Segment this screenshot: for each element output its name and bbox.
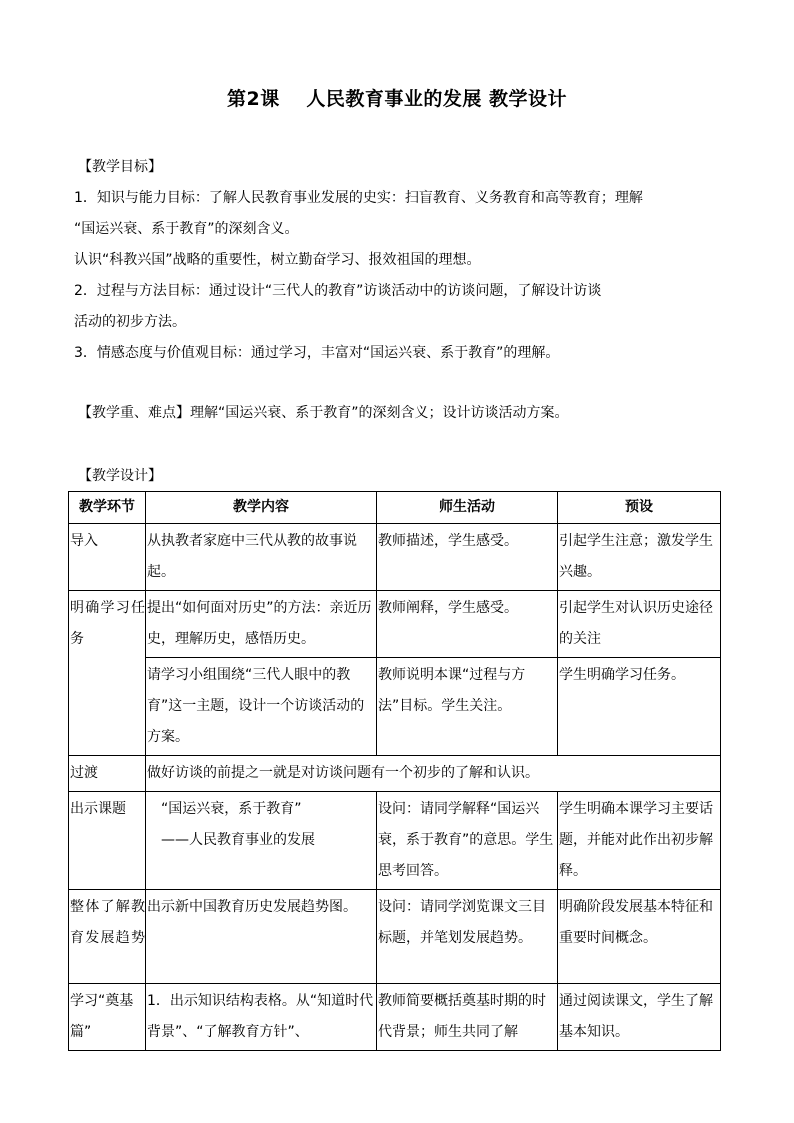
teaching-design-table bbox=[68, 491, 721, 1051]
goal-line: 2．过程与方法目标：通过设计“三代人的教育”访谈活动中的访谈问题，了解设计访谈 bbox=[74, 283, 602, 299]
column-header: 教学内容 bbox=[146, 492, 377, 524]
column-header: 师生活动 bbox=[377, 492, 558, 524]
content-cell: 1．出示知识结构表格。从“知道时代背景”、“了解教育方针”、 bbox=[146, 984, 377, 1051]
content-cell: 提出“如何面对历史”的方法：亲近历史，理解历史，感悟历史。 bbox=[146, 591, 377, 658]
table-row bbox=[69, 658, 721, 756]
activity-cell: 教师描述，学生感受。 bbox=[377, 524, 558, 591]
activity-cell: 教师阐释，学生感受。 bbox=[377, 591, 558, 658]
column-header: 预设 bbox=[558, 492, 721, 524]
goal-line: “国运兴衰、系于教育”的深刻含义。 bbox=[74, 221, 299, 237]
stage-cell: 明确学习任务 bbox=[69, 591, 146, 756]
activity-cell: 设问：请同学浏览课文三目标题，并笔划发展趋势。 bbox=[377, 890, 558, 984]
table-row bbox=[69, 792, 721, 890]
goal-line: 1．知识与能力目标：了解人民教育事业发展的史实：扫盲教育、义务教育和高等教育；理解 bbox=[74, 190, 643, 206]
teaching-design-heading: 【教学设计】 bbox=[78, 468, 162, 484]
goal-line: 认识“科教兴国”战略的重要性，树立勤奋学习、报效祖国的理想。 bbox=[74, 252, 481, 268]
column-header: 教学环节 bbox=[69, 492, 146, 524]
table-row bbox=[69, 756, 721, 792]
table-row bbox=[69, 591, 721, 658]
activity-cell: 设问：请同学解释“国运兴衰，系于教育”的意思。学生思考回答。 bbox=[377, 792, 558, 890]
preset-cell: 明确阶段发展基本特征和重要时间概念。 bbox=[558, 890, 721, 984]
table-row bbox=[69, 984, 721, 1051]
key-points-text: 理解“国运兴衰、系于教育”的深刻含义；设计访谈活动方案。 bbox=[190, 405, 569, 421]
preset-cell: 引起学生注意；激发学生兴趣。 bbox=[558, 524, 721, 591]
teaching-goals-section bbox=[74, 152, 728, 369]
key-points-section bbox=[78, 398, 728, 429]
key-points-label: 【教学重、难点】 bbox=[78, 405, 190, 421]
content-cell: 出示新中国教育历史发展趋势图。 bbox=[146, 890, 377, 984]
table-row bbox=[69, 890, 721, 984]
goal-line: 3．情感态度与价值观目标：通过学习，丰富对“国运兴衰、系于教育”的理解。 bbox=[74, 345, 560, 361]
content-cell: “国运兴衰，系于教育” ——人民教育事业的发展 bbox=[146, 792, 377, 890]
content-cell: 做好访谈的前提之一就是对访谈问题有一个初步的了解和认识。 bbox=[146, 756, 721, 792]
stage-cell: 学习“奠基篇” bbox=[69, 984, 146, 1051]
activity-cell: 教师简要概括奠基时期的时代背景；师生共同了解 bbox=[377, 984, 558, 1051]
activity-cell: 教师说明本课“过程与方法”目标。学生关注。 bbox=[377, 658, 558, 756]
preset-cell: 通过阅读课文，学生了解基本知识。 bbox=[558, 984, 721, 1051]
table-header-row bbox=[69, 492, 721, 524]
preset-cell: 引起学生对认识历史途径的关注 bbox=[558, 591, 721, 658]
table-row bbox=[69, 524, 721, 591]
stage-cell: 过渡 bbox=[69, 756, 146, 792]
content-cell: 从执教者家庭中三代从教的故事说起。 bbox=[146, 524, 377, 591]
preset-cell: 学生明确学习任务。 bbox=[558, 658, 721, 756]
goal-line: 活动的初步方法。 bbox=[74, 314, 186, 330]
teaching-goals-heading: 【教学目标】 bbox=[78, 159, 162, 175]
content-cell: 请学习小组围绕“三代人眼中的教育”这一主题，设计一个访谈活动的方案。 bbox=[146, 658, 377, 756]
page-title: 第2课 人民教育事业的发展 教学设计 bbox=[227, 88, 567, 110]
preset-cell: 学生明确本课学习主要话题，并能对此作出初步解释。 bbox=[558, 792, 721, 890]
stage-cell: 整体了解教育发展趋势 bbox=[69, 890, 146, 984]
stage-cell: 出示课题 bbox=[69, 792, 146, 890]
stage-cell: 导入 bbox=[69, 524, 146, 591]
